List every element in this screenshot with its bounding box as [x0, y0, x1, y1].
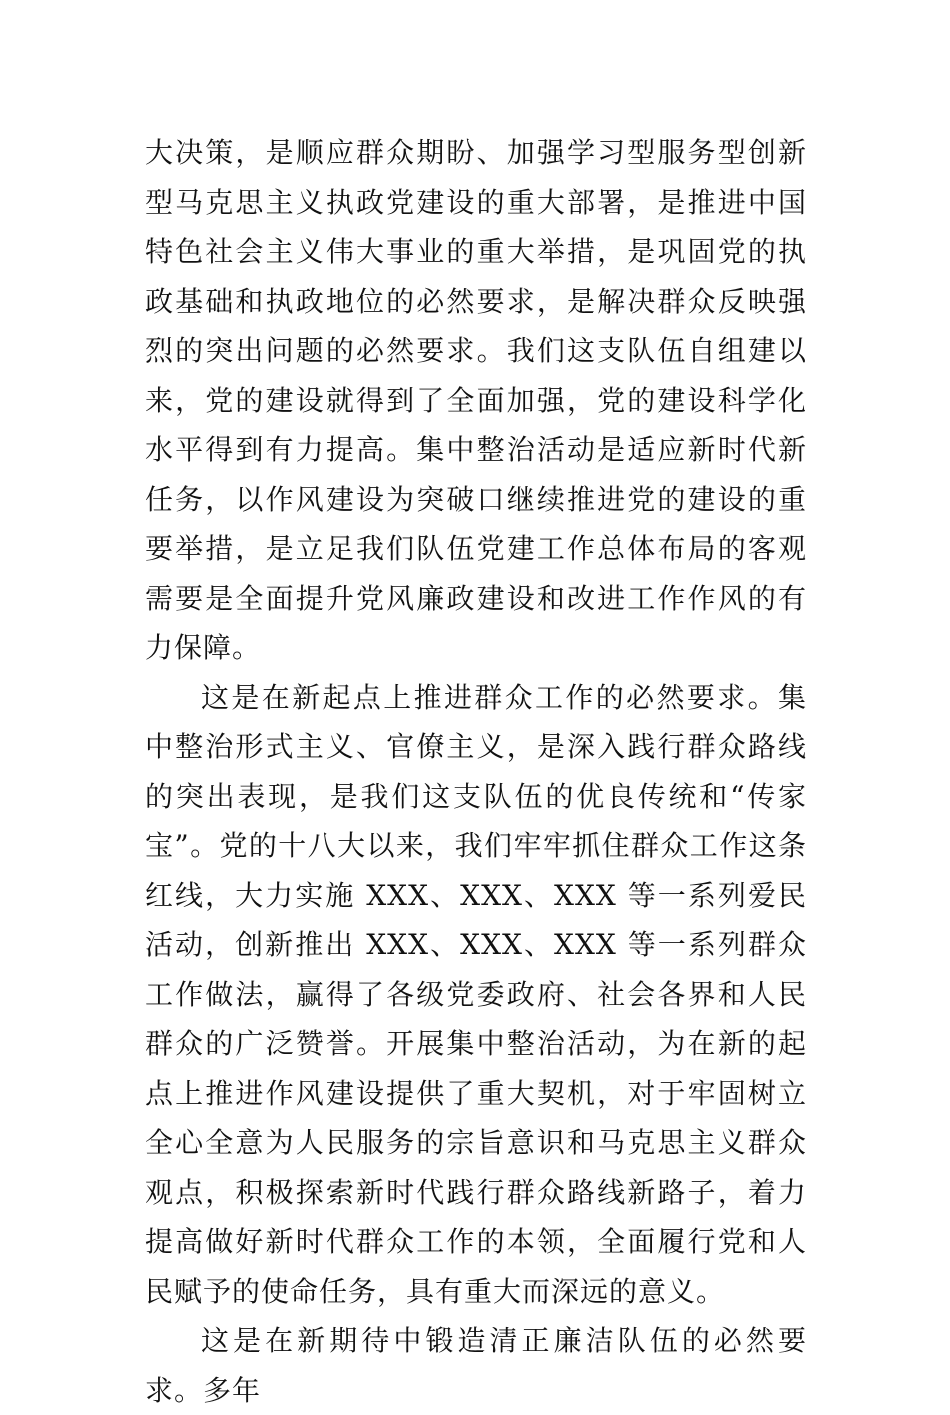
paragraph-continued: 大决策，是顺应群众期盼、加强学习型服务型创新型马克思主义执政党建设的重大部署，是推进中国特色社会主义伟大事业的重大举措，是巩固党的执政基础和执政地位的必然要求，是解决群众反映强烈的突出问题的必然要求。我们这支队伍自组建以来，党的建设就得到了全面加强，党的建设科学化水平得到有力提高。集中整治活动是适应新时代新任务，以作风建设为突破口继续推进党的建设的重要举措，是立足我们队伍党建工作总体布局的客观需要是全面提升党风廉政建设和改进工作作风的有力保障。 [145, 136, 807, 664]
paragraph-clean-team: 这是在新期待中锻造清正廉洁队伍的必然要求。多年 [145, 1324, 807, 1407]
document-body [145, 128, 807, 1415]
paragraph-mass-work: 这是在新起点上推进群众工作的必然要求。集中整治形式主义、官僚主义，是深入践行群众路线的突出表现，是我们这支队伍的优良传统和“传家宝”。党的十八大以来，我们牢牢抓住群众工作这条红线，大力实施 XXX、XXX、XXX 等一系列爱民活动，创新推出 XXX、XXX、XXX 等一系列群众工作做法，赢得了各级党委政府、社会各界和人民群众的广泛赞誉。开展集中整治活动，为在新的起点上推进作风建设提供了重大契机，对于牢固树立全心全意为人民服务的宗旨意识和马克思主义群众观点，积极探索新时代践行群众路线新路子，着力提高做好新时代群众工作的本领，全面履行党和人民赋予的使命任务，具有重大而深远的意义。 [145, 680, 807, 1308]
